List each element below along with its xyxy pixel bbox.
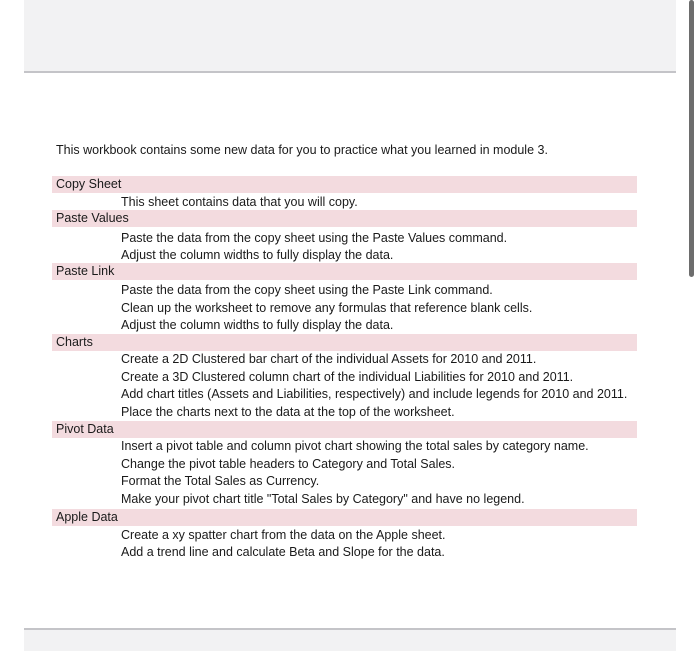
section-title: Pivot Data xyxy=(56,422,114,436)
instruction-line: Make your pivot chart title "Total Sales by Category" and have no legend. xyxy=(121,492,525,506)
vertical-scrollbar[interactable] xyxy=(689,0,694,277)
section-header xyxy=(52,210,637,227)
instruction-line: Create a 2D Clustered bar chart of the individual Assets for 2010 and 2011. xyxy=(121,352,537,366)
section-title: Paste Link xyxy=(56,264,115,278)
instruction-line: Clean up the worksheet to remove any formulas that reference blank cells. xyxy=(121,301,533,315)
bottom-page-gap xyxy=(24,628,676,651)
instruction-line: Create a 3D Clustered column chart of the individual Liabilities for 2010 and 2011. xyxy=(121,370,574,384)
instruction-line: This sheet contains data that you will copy. xyxy=(121,195,358,209)
section-header xyxy=(52,421,637,438)
instruction-line: Adjust the column widths to fully display the data. xyxy=(121,248,394,262)
instruction-line: Paste the data from the copy sheet using the Paste Link command. xyxy=(121,283,493,297)
intro-text: This workbook contains some new data for you to practice what you learned in module 3. xyxy=(56,143,548,157)
section-title: Copy Sheet xyxy=(56,177,122,191)
top-page-gap xyxy=(24,0,676,73)
instruction-line: Add a trend line and calculate Beta and Slope for the data. xyxy=(121,545,445,559)
section-header xyxy=(52,509,637,526)
instruction-line: Paste the data from the copy sheet using the Paste Values command. xyxy=(121,231,508,245)
section-header xyxy=(52,176,637,193)
section-header xyxy=(52,334,637,351)
section-title: Charts xyxy=(56,335,93,349)
instruction-line: Add chart titles (Assets and Liabilities, respectively) and include legends for 2010 and 2011. xyxy=(121,387,628,401)
instruction-line: Format the Total Sales as Currency. xyxy=(121,474,320,488)
instruction-line: Place the charts next to the data at the top of the worksheet. xyxy=(121,405,455,419)
instruction-line: Insert a pivot table and column pivot chart showing the total sales by category name. xyxy=(121,439,589,453)
instruction-line: Create a xy spatter chart from the data on the Apple sheet. xyxy=(121,528,446,542)
section-title: Apple Data xyxy=(56,510,118,524)
section-title: Paste Values xyxy=(56,211,129,225)
section-header xyxy=(52,263,637,280)
instruction-line: Adjust the column widths to fully display the data. xyxy=(121,318,394,332)
instruction-line: Change the pivot table headers to Category and Total Sales. xyxy=(121,457,456,471)
